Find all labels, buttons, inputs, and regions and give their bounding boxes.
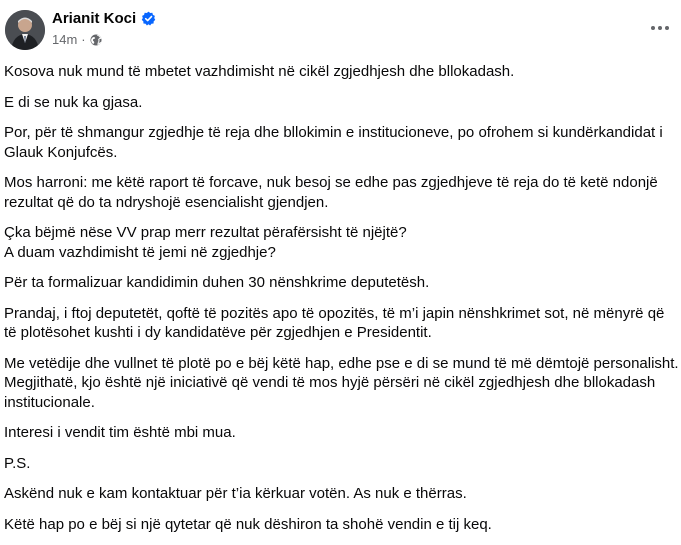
post-paragraph (4, 123, 678, 162)
verified-badge-icon (141, 11, 156, 26)
post-paragraph (4, 354, 678, 413)
post-text-line: Çka bëjmë nëse VV prap merr rezultat përafërsisht të njëjtë? (4, 224, 407, 241)
author-name[interactable]: Arianit Koci (52, 10, 137, 27)
post-text-line: Megjithatë, kjo është një iniciativë që vendi të mos hyjë përsëri në cikël zgjedhjesh dhe bllokadash (4, 374, 656, 391)
post-paragraph (4, 454, 678, 474)
post-paragraph (4, 93, 678, 113)
post-paragraph (4, 304, 678, 343)
post-paragraph (4, 423, 678, 443)
post-paragraph (4, 273, 678, 293)
post-text-line: A duam vazhdimisht të jemi në zgjedhje? (4, 243, 276, 261)
post-text-line: Interesi i vendit tim është mbi mua. (4, 424, 236, 441)
post-meta (52, 32, 102, 47)
post-paragraph (4, 515, 678, 535)
post-paragraph (4, 484, 678, 504)
post-text-line: Mos harroni: me këtë raport të forcave, nuk besoj se edhe pas zgjedhjeve të reja do të ketë ndonjë (4, 174, 658, 191)
author-name-row (52, 10, 156, 27)
post-text-line: Kosova nuk mund të mbetet vazhdimisht në cikël zgjedhjesh dhe bllokadash. (4, 63, 515, 80)
globe-icon[interactable] (90, 34, 102, 46)
post-text-line: institucionale. (4, 393, 95, 411)
post-paragraph (4, 223, 678, 262)
post-text-line: P.S. (4, 454, 31, 472)
post-text-line: Prandaj, i ftoj deputetët, qoftë të pozitës apo të opozitës, të m’i japin nënshkrimet sot, në mënyrë që (4, 304, 665, 322)
post-header (0, 0, 681, 56)
post-text-line: Glauk Konjufcës. (4, 143, 118, 161)
post-text-line: Këtë hap po e bëj si një qytetar që nuk dëshiron ta shohë vendin e tij keq. (4, 515, 492, 533)
meta-separator: · (81, 32, 86, 47)
post-text-line: Por, për të shmangur zgjedhje të reja dhe bllokimin e institucioneve, po ofrohem si kundërkandidat i (4, 124, 663, 141)
post-text-line: rezultat që do ta ndryshojë esencialisht gjendjen. (4, 193, 329, 211)
post-text-line: të plotësohet kushti i dy kandidatëve për zgjedhjen e Presidentit. (4, 324, 432, 341)
post-text-line: Askënd nuk e kam kontaktuar për t’ia kërkuar votën. As nuk e thërras. (4, 485, 467, 502)
post-text-line: Me vetëdije dhe vullnet të plotë po e bëj këtë hap, edhe pse e di se mund të më dëmtojë personalisht. (4, 354, 679, 372)
avatar[interactable] (5, 10, 45, 50)
more-options-icon[interactable] (646, 18, 674, 38)
post-text-line: E di se nuk ka gjasa. (4, 93, 143, 111)
post-paragraph (4, 173, 678, 212)
post-body (4, 62, 678, 545)
post-paragraph (4, 62, 678, 82)
post-time[interactable]: 14m (52, 32, 78, 47)
post-text-line: Për ta formalizuar kandidimin duhen 30 nënshkrime deputetësh. (4, 274, 430, 291)
